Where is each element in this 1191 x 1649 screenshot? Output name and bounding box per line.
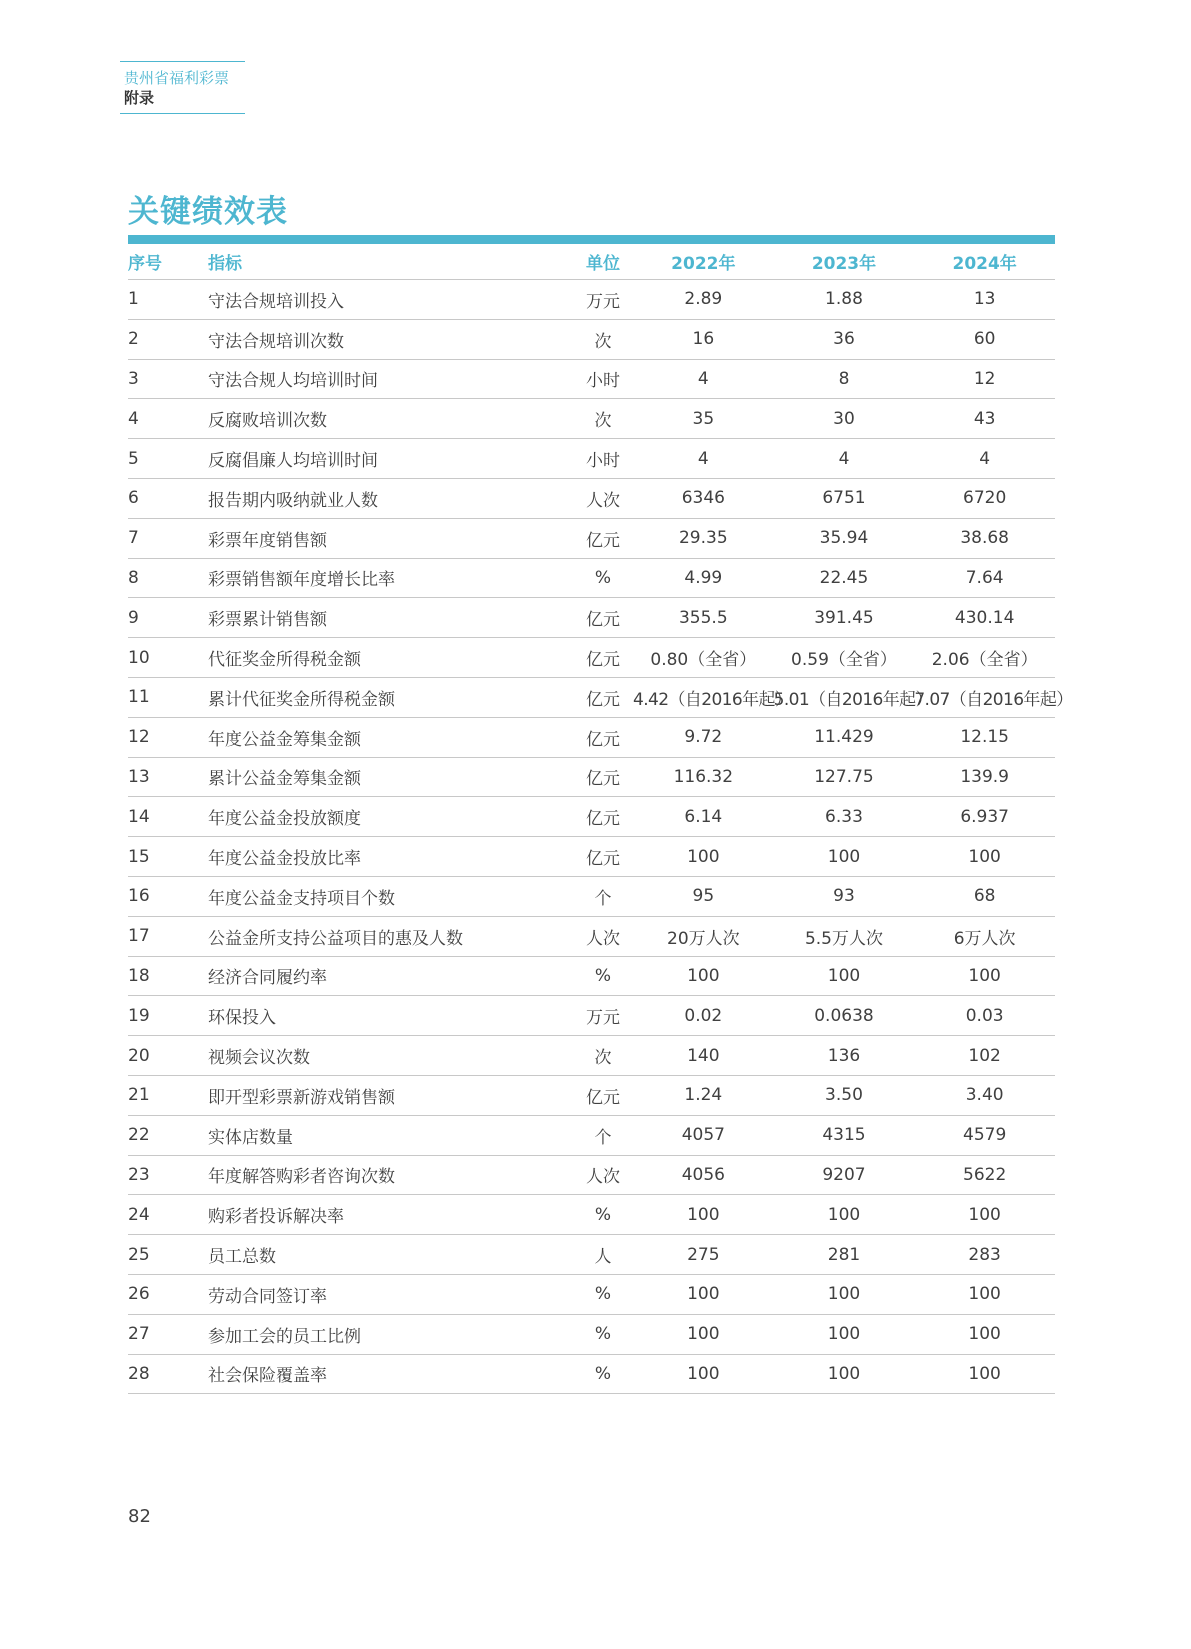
indicator-name: 实体店数量 bbox=[208, 1115, 573, 1155]
indicator-name: 报告期内吸纳就业人数 bbox=[208, 478, 573, 518]
row-number: 27 bbox=[128, 1314, 208, 1354]
row-number: 15 bbox=[128, 837, 208, 877]
indicator-name: 员工总数 bbox=[208, 1235, 573, 1275]
unit: 万元 bbox=[573, 996, 633, 1036]
table-row bbox=[128, 677, 1055, 717]
indicator-name: 代征奖金所得税金额 bbox=[208, 638, 573, 678]
table-row bbox=[128, 518, 1055, 558]
table-row bbox=[128, 1235, 1055, 1275]
value-2022: 0.02 bbox=[633, 996, 774, 1036]
unit: 人次 bbox=[573, 478, 633, 518]
value-2023: 6751 bbox=[774, 478, 915, 518]
table-row bbox=[128, 956, 1055, 996]
indicator-name: 购彩者投诉解决率 bbox=[208, 1195, 573, 1235]
value-2023: 8 bbox=[774, 359, 915, 399]
value-2024: 100 bbox=[914, 1195, 1055, 1235]
indicator-name: 累计公益金筹集金额 bbox=[208, 757, 573, 797]
column-header: 2022年 bbox=[633, 244, 774, 280]
value-2022: 16 bbox=[633, 319, 774, 359]
value-2024: 100 bbox=[914, 837, 1055, 877]
indicator-name: 反腐败培训次数 bbox=[208, 399, 573, 439]
indicator-name: 彩票年度销售额 bbox=[208, 518, 573, 558]
value-2024: 100 bbox=[914, 1274, 1055, 1314]
value-2023: 100 bbox=[774, 1195, 915, 1235]
section-name: 附录 bbox=[124, 89, 155, 107]
value-2023: 9207 bbox=[774, 1155, 915, 1195]
value-2023: 391.45 bbox=[774, 598, 915, 638]
unit: 亿元 bbox=[573, 717, 633, 757]
indicator-name: 社会保险覆盖率 bbox=[208, 1354, 573, 1394]
value-2022: 2.89 bbox=[633, 280, 774, 320]
row-number: 5 bbox=[128, 439, 208, 479]
table-row bbox=[128, 439, 1055, 479]
value-2023: 136 bbox=[774, 1036, 915, 1076]
value-2022: 275 bbox=[633, 1235, 774, 1275]
value-2024: 60 bbox=[914, 319, 1055, 359]
value-2023: 100 bbox=[774, 837, 915, 877]
value-2022: 1.24 bbox=[633, 1075, 774, 1115]
column-header: 指标 bbox=[208, 244, 573, 280]
table-header-row bbox=[128, 244, 1055, 280]
value-2023: 4 bbox=[774, 439, 915, 479]
table-row bbox=[128, 1274, 1055, 1314]
table-row bbox=[128, 359, 1055, 399]
row-number: 24 bbox=[128, 1195, 208, 1235]
table-row bbox=[128, 1195, 1055, 1235]
unit: 亿元 bbox=[573, 598, 633, 638]
indicator-name: 年度公益金筹集金额 bbox=[208, 717, 573, 757]
unit: 个 bbox=[573, 876, 633, 916]
row-number: 2 bbox=[128, 319, 208, 359]
indicator-name: 公益金所支持公益项目的惠及人数 bbox=[208, 916, 573, 956]
unit: 人次 bbox=[573, 916, 633, 956]
row-number: 18 bbox=[128, 956, 208, 996]
value-2024: 4579 bbox=[914, 1115, 1055, 1155]
table-row bbox=[128, 1075, 1055, 1115]
value-2023: 93 bbox=[774, 876, 915, 916]
indicator-name: 彩票累计销售额 bbox=[208, 598, 573, 638]
table-row bbox=[128, 598, 1055, 638]
value-2023: 281 bbox=[774, 1235, 915, 1275]
value-2024: 139.9 bbox=[914, 757, 1055, 797]
value-2024: 100 bbox=[914, 1354, 1055, 1394]
row-number: 8 bbox=[128, 558, 208, 598]
value-2023: 22.45 bbox=[774, 558, 915, 598]
unit: 个 bbox=[573, 1115, 633, 1155]
unit: 亿元 bbox=[573, 757, 633, 797]
unit: % bbox=[573, 1314, 633, 1354]
value-2023: 127.75 bbox=[774, 757, 915, 797]
value-2024: 3.40 bbox=[914, 1075, 1055, 1115]
indicator-name: 年度公益金支持项目个数 bbox=[208, 876, 573, 916]
row-number: 19 bbox=[128, 996, 208, 1036]
unit: 亿元 bbox=[573, 677, 633, 717]
value-2022: 116.32 bbox=[633, 757, 774, 797]
row-number: 23 bbox=[128, 1155, 208, 1195]
row-number: 22 bbox=[128, 1115, 208, 1155]
value-2022: 100 bbox=[633, 1314, 774, 1354]
value-2022: 35 bbox=[633, 399, 774, 439]
row-number: 3 bbox=[128, 359, 208, 399]
row-number: 21 bbox=[128, 1075, 208, 1115]
indicator-name: 彩票销售额年度增长比率 bbox=[208, 558, 573, 598]
table-row bbox=[128, 757, 1055, 797]
unit: 亿元 bbox=[573, 837, 633, 877]
unit: % bbox=[573, 1274, 633, 1314]
value-2024: 6万人次 bbox=[914, 916, 1055, 956]
value-2023: 1.88 bbox=[774, 280, 915, 320]
value-2024: 12 bbox=[914, 359, 1055, 399]
table-row bbox=[128, 1155, 1055, 1195]
indicator-name: 反腐倡廉人均培训时间 bbox=[208, 439, 573, 479]
indicator-name: 年度解答购彩者咨询次数 bbox=[208, 1155, 573, 1195]
value-2024: 38.68 bbox=[914, 518, 1055, 558]
value-2023: 0.0638 bbox=[774, 996, 915, 1036]
org-name: 贵州省福利彩票 bbox=[124, 69, 230, 87]
value-2022: 100 bbox=[633, 1274, 774, 1314]
value-2023: 100 bbox=[774, 1274, 915, 1314]
indicator-name: 视频会议次数 bbox=[208, 1036, 573, 1076]
value-2022: 9.72 bbox=[633, 717, 774, 757]
value-2024: 283 bbox=[914, 1235, 1055, 1275]
unit: 次 bbox=[573, 1036, 633, 1076]
indicator-name: 经济合同履约率 bbox=[208, 956, 573, 996]
value-2022: 100 bbox=[633, 1195, 774, 1235]
value-2023: 4315 bbox=[774, 1115, 915, 1155]
unit: 次 bbox=[573, 399, 633, 439]
unit: 小时 bbox=[573, 359, 633, 399]
table-row bbox=[128, 1314, 1055, 1354]
running-header bbox=[120, 61, 245, 114]
title-accent-bar bbox=[128, 235, 1055, 244]
unit: 万元 bbox=[573, 280, 633, 320]
value-2024: 102 bbox=[914, 1036, 1055, 1076]
value-2022: 140 bbox=[633, 1036, 774, 1076]
unit: % bbox=[573, 956, 633, 996]
page-title: 关键绩效表 bbox=[128, 194, 288, 230]
row-number: 12 bbox=[128, 717, 208, 757]
table-row bbox=[128, 638, 1055, 678]
table-row bbox=[128, 837, 1055, 877]
value-2024: 68 bbox=[914, 876, 1055, 916]
row-number: 28 bbox=[128, 1354, 208, 1394]
row-number: 14 bbox=[128, 797, 208, 837]
column-header: 2023年 bbox=[774, 244, 915, 280]
value-2022: 4.42（自2016年起） bbox=[633, 677, 774, 717]
value-2023: 100 bbox=[774, 1314, 915, 1354]
value-2024: 12.15 bbox=[914, 717, 1055, 757]
unit: 人 bbox=[573, 1235, 633, 1275]
value-2023: 36 bbox=[774, 319, 915, 359]
value-2024: 13 bbox=[914, 280, 1055, 320]
value-2024: 100 bbox=[914, 1314, 1055, 1354]
value-2023: 30 bbox=[774, 399, 915, 439]
value-2022: 100 bbox=[633, 837, 774, 877]
value-2023: 100 bbox=[774, 956, 915, 996]
value-2024: 7.64 bbox=[914, 558, 1055, 598]
row-number: 26 bbox=[128, 1274, 208, 1314]
table-row bbox=[128, 717, 1055, 757]
value-2024: 7.07（自2016年起） bbox=[914, 677, 1055, 717]
value-2024: 2.06（全省） bbox=[914, 638, 1055, 678]
value-2023: 6.33 bbox=[774, 797, 915, 837]
value-2024: 4 bbox=[914, 439, 1055, 479]
value-2022: 4.99 bbox=[633, 558, 774, 598]
unit: 小时 bbox=[573, 439, 633, 479]
page-number: 82 bbox=[128, 1506, 151, 1527]
value-2022: 4057 bbox=[633, 1115, 774, 1155]
value-2024: 0.03 bbox=[914, 996, 1055, 1036]
table-row bbox=[128, 558, 1055, 598]
table-row bbox=[128, 996, 1055, 1036]
value-2022: 6.14 bbox=[633, 797, 774, 837]
unit: 亿元 bbox=[573, 1075, 633, 1115]
value-2022: 4056 bbox=[633, 1155, 774, 1195]
value-2022: 355.5 bbox=[633, 598, 774, 638]
indicator-name: 守法合规培训投入 bbox=[208, 280, 573, 320]
unit: % bbox=[573, 1195, 633, 1235]
value-2023: 5.5万人次 bbox=[774, 916, 915, 956]
row-number: 13 bbox=[128, 757, 208, 797]
indicator-name: 年度公益金投放额度 bbox=[208, 797, 573, 837]
value-2023: 35.94 bbox=[774, 518, 915, 558]
column-header: 序号 bbox=[128, 244, 208, 280]
unit: 次 bbox=[573, 319, 633, 359]
table-row bbox=[128, 797, 1055, 837]
value-2022: 95 bbox=[633, 876, 774, 916]
value-2024: 100 bbox=[914, 956, 1055, 996]
kpi-table bbox=[128, 244, 1073, 1394]
value-2023: 5.01（自2016年起） bbox=[774, 677, 915, 717]
value-2022: 100 bbox=[633, 956, 774, 996]
value-2023: 0.59（全省） bbox=[774, 638, 915, 678]
value-2022: 6346 bbox=[633, 478, 774, 518]
row-number: 20 bbox=[128, 1036, 208, 1076]
unit: 亿元 bbox=[573, 797, 633, 837]
value-2023: 11.429 bbox=[774, 717, 915, 757]
table-row bbox=[128, 1036, 1055, 1076]
row-number: 1 bbox=[128, 280, 208, 320]
indicator-name: 参加工会的员工比例 bbox=[208, 1314, 573, 1354]
column-header: 单位 bbox=[573, 244, 633, 280]
table-row bbox=[128, 319, 1055, 359]
row-number: 9 bbox=[128, 598, 208, 638]
value-2024: 6720 bbox=[914, 478, 1055, 518]
row-number: 4 bbox=[128, 399, 208, 439]
indicator-name: 劳动合同签订率 bbox=[208, 1274, 573, 1314]
value-2022: 4 bbox=[633, 439, 774, 479]
row-number: 10 bbox=[128, 638, 208, 678]
value-2023: 3.50 bbox=[774, 1075, 915, 1115]
indicator-name: 累计代征奖金所得税金额 bbox=[208, 677, 573, 717]
table-row bbox=[128, 876, 1055, 916]
table-row bbox=[128, 280, 1055, 320]
row-number: 16 bbox=[128, 876, 208, 916]
unit: 人次 bbox=[573, 1155, 633, 1195]
indicator-name: 年度公益金投放比率 bbox=[208, 837, 573, 877]
unit: % bbox=[573, 558, 633, 598]
indicator-name: 守法合规人均培训时间 bbox=[208, 359, 573, 399]
value-2024: 6.937 bbox=[914, 797, 1055, 837]
unit: 亿元 bbox=[573, 518, 633, 558]
value-2023: 100 bbox=[774, 1354, 915, 1394]
value-2022: 100 bbox=[633, 1354, 774, 1394]
value-2024: 5622 bbox=[914, 1155, 1055, 1195]
row-number: 6 bbox=[128, 478, 208, 518]
indicator-name: 环保投入 bbox=[208, 996, 573, 1036]
value-2024: 430.14 bbox=[914, 598, 1055, 638]
column-header: 2024年 bbox=[914, 244, 1055, 280]
indicator-name: 即开型彩票新游戏销售额 bbox=[208, 1075, 573, 1115]
row-number: 11 bbox=[128, 677, 208, 717]
table-body bbox=[128, 280, 1073, 1394]
table-row bbox=[128, 1354, 1055, 1394]
unit: % bbox=[573, 1354, 633, 1394]
table-row bbox=[128, 1115, 1055, 1155]
value-2022: 0.80（全省） bbox=[633, 638, 774, 678]
row-number: 17 bbox=[128, 916, 208, 956]
unit: 亿元 bbox=[573, 638, 633, 678]
value-2022: 20万人次 bbox=[633, 916, 774, 956]
table-row bbox=[128, 478, 1055, 518]
row-number: 7 bbox=[128, 518, 208, 558]
value-2022: 4 bbox=[633, 359, 774, 399]
table-row bbox=[128, 916, 1055, 956]
row-number: 25 bbox=[128, 1235, 208, 1275]
indicator-name: 守法合规培训次数 bbox=[208, 319, 573, 359]
value-2024: 43 bbox=[914, 399, 1055, 439]
table-row bbox=[128, 399, 1055, 439]
value-2022: 29.35 bbox=[633, 518, 774, 558]
